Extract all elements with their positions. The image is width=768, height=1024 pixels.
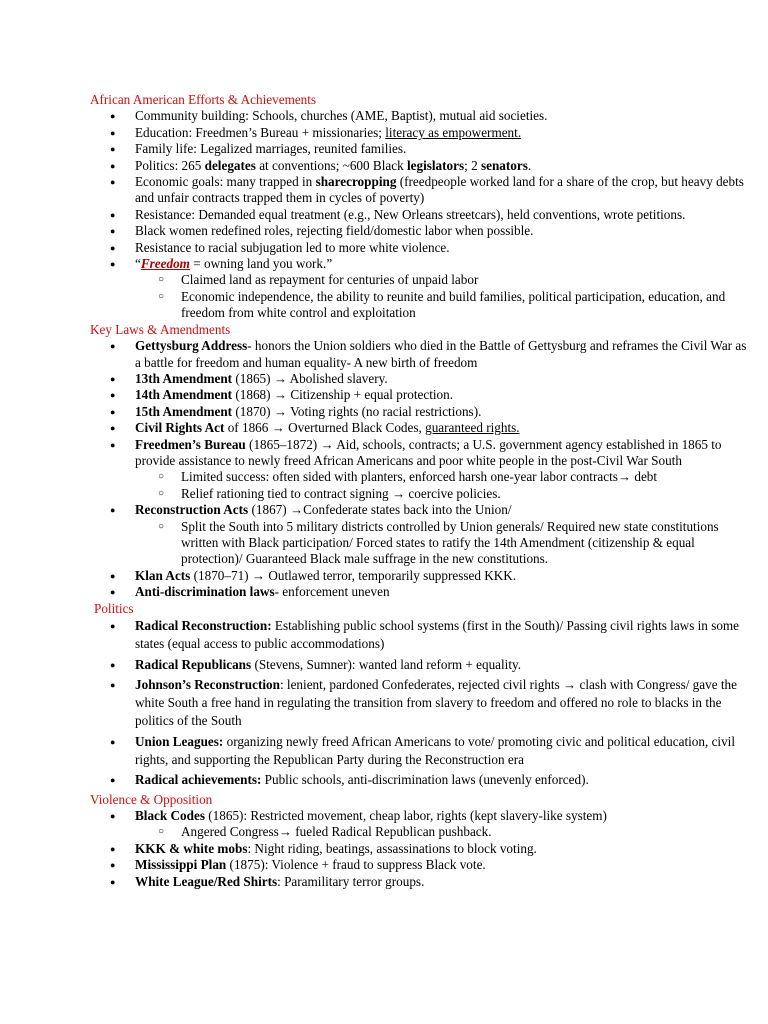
section-african-american-efforts: [90, 92, 748, 322]
list-item: [90, 223, 748, 239]
sub-list-item: [90, 519, 748, 568]
item-bold: sharecropping: [315, 174, 397, 190]
list-item: [90, 568, 748, 584]
section-politics: [90, 601, 748, 789]
item-text: Claimed land as repayment for centuries of unpaid labor: [181, 272, 479, 288]
list-item: [90, 437, 748, 470]
item-text: of 1866 → Overturned Black Codes,: [224, 420, 426, 436]
section-heading: African American Efforts & Achievements: [90, 92, 317, 107]
list-item: [90, 676, 748, 730]
item-text: organizing newly freed African Americans to vote/ promoting civic and political education, civil rights, and supporting the Republican Party during the Reconstruction era: [135, 733, 736, 767]
item-bold: 14th Amendment: [135, 387, 233, 403]
list-item: [90, 387, 748, 403]
item-text: (1867) →Confederate states back into the Union/: [248, 502, 512, 518]
bullet-list: [90, 338, 748, 601]
item-bold: Union Leagues:: [135, 733, 224, 749]
item-text: - honors the Union soldiers who died in the Battle of Gettysburg and reframes the Civil War as a battle for freedom and human equality- A new birth of freedom: [135, 338, 747, 370]
item-bold: Anti-discrimination laws: [135, 584, 275, 600]
list-item: [90, 338, 748, 371]
item-text: (1865) → Abolished slavery.: [232, 370, 388, 386]
item-bold: Klan Acts: [135, 567, 191, 583]
section-heading: Politics: [94, 600, 134, 616]
item-text: Economic independence, the ability to reunite and build families, political participation, education, and freedom from white control and exploitation: [181, 288, 726, 321]
item-text: Community building: Schools, churches (AME, Baptist), mutual aid societies.: [135, 108, 548, 124]
item-bold: Civil Rights Act: [135, 420, 225, 436]
item-bold: Johnson’s Reconstruction: [135, 677, 280, 692]
item-bold: Black Codes: [135, 807, 205, 823]
item-text: (1865–1872) → Aid, schools, contracts; a U.S. government agency established in 1865 to provide assistance to newly freed African Americans and poor white people in the post-Civil War South: [135, 436, 722, 468]
item-text: (1870–71) → Outlawed terror, temporarily suppressed KKK.: [190, 567, 517, 583]
item-text: (1870) → Voting rights (no racial restrictions).: [232, 403, 482, 419]
item-text: Limited success: often sided with planters, enforced harsh one-year labor contracts→ debt: [181, 469, 658, 485]
list-item: [90, 584, 748, 600]
item-text: Economic goals: many trapped in: [135, 174, 316, 190]
list-item: [90, 158, 748, 174]
item-underline: literacy as empowerment.: [385, 124, 522, 140]
item-text: Family life: Legalized marriages, reunited families.: [135, 141, 407, 157]
list-item: [90, 502, 748, 518]
section-violence-opposition: [90, 792, 748, 890]
item-text: Education: Freedmen’s Bureau + missionaries;: [135, 124, 386, 140]
sub-list-item: [90, 289, 748, 322]
list-item: [90, 108, 748, 124]
item-text: Split the South into 5 military districts controlled by Union generals/ Required new state constitutions written with Black participation/ Forced states to ratify the 14th Amendment (citizenship & equal protection)/ Guaranteed Black male suffrage in the new constitutions.: [181, 518, 719, 567]
item-text: = owning land you work.”: [189, 256, 333, 272]
item-text: Angered Congress→ fueled Radical Republican pushback.: [181, 824, 492, 840]
list-item: [90, 841, 748, 857]
list-item: [90, 420, 748, 436]
section-heading: Key Laws & Amendments: [90, 321, 231, 337]
list-item: [90, 656, 748, 674]
bullet-list: [90, 617, 748, 789]
list-item: [90, 125, 748, 141]
item-text: ; 2: [464, 157, 481, 173]
list-item: [90, 733, 748, 769]
item-bold: KKK & white mobs: [135, 840, 248, 856]
item-bold: 13th Amendment: [135, 370, 233, 386]
sub-list-item: [90, 272, 748, 288]
item-underline: guaranteed rights.: [425, 420, 520, 436]
item-text: - enforcement uneven: [274, 584, 390, 600]
item-text: : Paramilitary terror groups.: [277, 873, 425, 889]
item-bold: Radical achievements:: [135, 772, 262, 787]
list-item: [90, 771, 748, 789]
sub-list-item: [90, 486, 748, 502]
item-text: (1868) → Citizenship + equal protection.: [232, 387, 454, 403]
list-item: [90, 207, 748, 223]
list-item: [90, 174, 748, 207]
section-key-laws: [90, 322, 748, 601]
list-item: [90, 617, 748, 653]
item-text: (Stevens, Sumner): wanted land reform + equality.: [251, 656, 522, 672]
item-text: : lenient, pardoned Confederates, rejected civil rights → clash with Congress/ gave the white South a free hand in regulating the transition from slavery to freedom and offered no role to blacks in the politics of the South: [135, 677, 737, 728]
item-bold: Mississippi Plan: [135, 857, 227, 873]
item-text: Establishing public school systems (first in the South)/ Passing civil rights laws in some states (equal access to public accommodations): [135, 618, 740, 651]
list-item: [90, 371, 748, 387]
item-text: “: [135, 256, 141, 272]
list-item: [90, 240, 748, 256]
item-bold: legislators: [406, 157, 465, 173]
item-bold: delegates: [204, 157, 256, 173]
list-item: [90, 808, 748, 824]
item-text: Politics: 265: [135, 157, 205, 173]
item-text: Resistance to racial subjugation led to more white violence.: [135, 239, 450, 255]
item-bold: White League/Red Shirts: [135, 873, 278, 889]
bullet-list: [90, 108, 748, 321]
item-text: (freedpeople worked land for a share of the crop, but heavy debts and unfair contracts trapped them in cycles of poverty): [135, 174, 744, 206]
item-bold: Freedmen’s Bureau: [135, 436, 246, 452]
item-text: .: [527, 157, 532, 173]
item-bold: Radical Reconstruction:: [135, 618, 272, 633]
bullet-list: [90, 808, 748, 890]
sub-list-item: [90, 824, 748, 840]
item-text: (1875): Violence + fraud to suppress Black vote.: [226, 857, 486, 873]
item-text: (1865): Restricted movement, cheap labor, rights (kept slavery-like system): [204, 807, 607, 823]
sub-list-item: [90, 469, 748, 485]
item-text: at conventions; ~600 Black: [255, 157, 407, 173]
item-bold: Reconstruction Acts: [135, 502, 249, 518]
list-item: [90, 857, 748, 873]
item-bold: 15th Amendment: [135, 403, 233, 419]
list-item: [90, 404, 748, 420]
freedom-term: Freedom: [140, 256, 190, 272]
section-heading: Violence & Opposition: [90, 791, 213, 807]
item-bold: senators: [480, 157, 528, 173]
item-text: Black women redefined roles, rejecting field/domestic labor when possible.: [135, 223, 534, 239]
item-text: : Night riding, beatings, assassinations to block voting.: [247, 840, 537, 856]
item-text: Resistance: Demanded equal treatment (e.g., New Orleans streetcars), held conventions, wrote petitions.: [135, 206, 686, 222]
list-item: [90, 256, 748, 272]
list-item: [90, 874, 748, 890]
item-text: Relief rationing tied to contract signing → coercive policies.: [181, 485, 501, 501]
item-bold: Radical Republicans: [135, 656, 252, 672]
list-item: [90, 141, 748, 157]
item-text: Public schools, anti-discrimination laws (unevenly enforced).: [261, 772, 589, 787]
item-bold: Gettysburg Address: [135, 338, 248, 354]
